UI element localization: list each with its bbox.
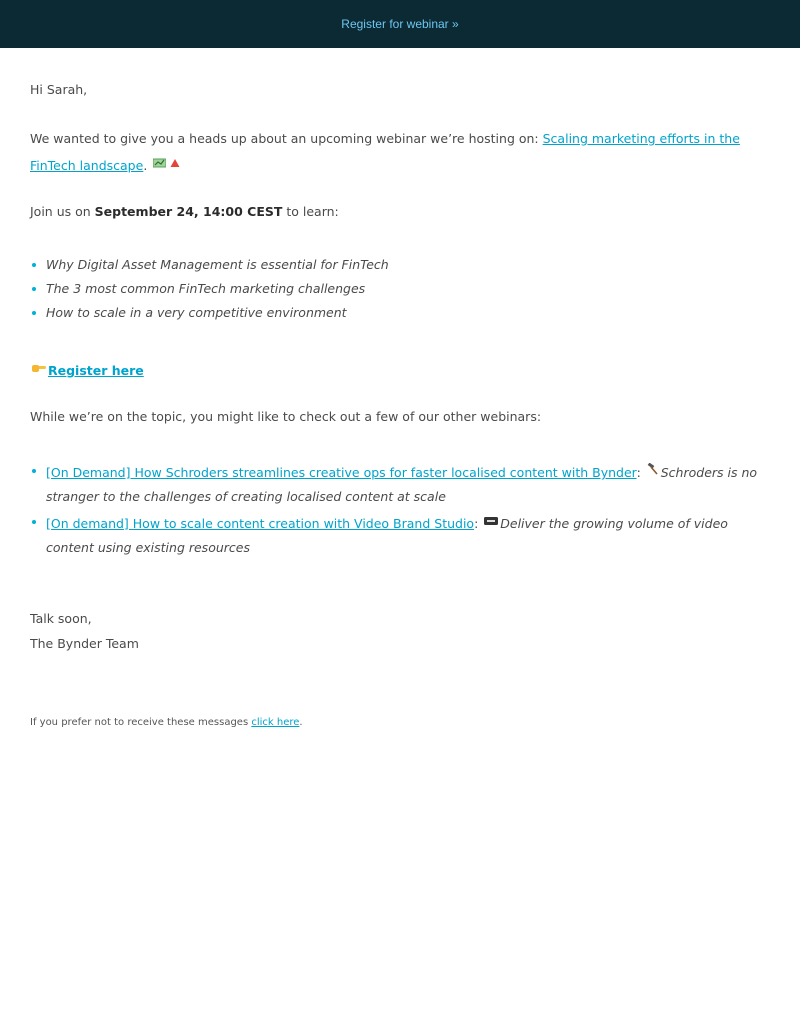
- intro-suffix: .: [143, 158, 148, 173]
- signoff-team: The Bynder Team: [30, 636, 139, 651]
- list-item: Why Digital Asset Management is essential for FinTech: [30, 253, 750, 277]
- webinar-link-video-brand-studio[interactable]: [On demand] How to scale content creation with Video Brand Studio: [46, 516, 475, 531]
- register-here-link[interactable]: Register here: [48, 363, 144, 378]
- unsubscribe-footer: [30, 710, 303, 735]
- unsubscribe-link[interactable]: click here: [251, 717, 300, 728]
- join-line: [30, 199, 339, 224]
- list-item: How to scale in a very competitive environment: [30, 301, 750, 325]
- hammer-icon: [647, 459, 659, 483]
- greeting: Hi Sarah,: [30, 82, 88, 97]
- webinar-description: Deliver the growing volume of video content using existing resources: [46, 516, 728, 555]
- video-camera-icon: [484, 510, 498, 534]
- red-triangle-icon: [170, 151, 180, 176]
- webinar-link-schroders[interactable]: [On Demand] How Schroders streamlines creative ops for faster localised content with Bynder: [46, 465, 637, 480]
- footer-prefix: If you prefer not to receive these messages: [30, 717, 252, 728]
- list-item: [On demand] How to scale content creation with Video Brand Studio: Deliver the growing volume of video content using existing resources: [30, 510, 770, 560]
- learn-list: [30, 253, 750, 325]
- webinar-description: Schroders is no stranger to the challenges of creating localised content at scale: [46, 465, 758, 504]
- pointing-hand-icon: [32, 356, 46, 381]
- join-suffix: to learn:: [282, 204, 339, 219]
- signoff: [30, 606, 139, 656]
- top-banner: [0, 0, 800, 48]
- intro-prefix: We wanted to give you a heads up about an upcoming webinar we’re hosting on:: [30, 131, 543, 146]
- register-line: [30, 356, 144, 383]
- footer-suffix: .: [299, 717, 303, 728]
- list-item: [On Demand] How Schroders streamlines creative ops for faster localised content with Bynder: Schroders is no stranger to the challenges of creating localised content at scale: [30, 459, 770, 509]
- webinar-date: September 24, 14:00 CEST: [94, 204, 283, 219]
- signoff-line: Talk soon,: [30, 611, 92, 626]
- register-webinar-banner-link[interactable]: Register for webinar »: [341, 17, 459, 31]
- money-chart-icon: [153, 151, 166, 176]
- join-prefix: Join us on: [30, 204, 95, 219]
- intro-paragraph: [30, 126, 750, 178]
- webinar-title-link[interactable]: Scaling marketing efforts in the FinTech landscape: [30, 131, 740, 173]
- other-webinars-intro: While we’re on the topic, you might like to check out a few of our other webinars:: [30, 409, 542, 424]
- list-item: The 3 most common FinTech marketing challenges: [30, 277, 750, 301]
- other-webinars-list: [30, 459, 770, 561]
